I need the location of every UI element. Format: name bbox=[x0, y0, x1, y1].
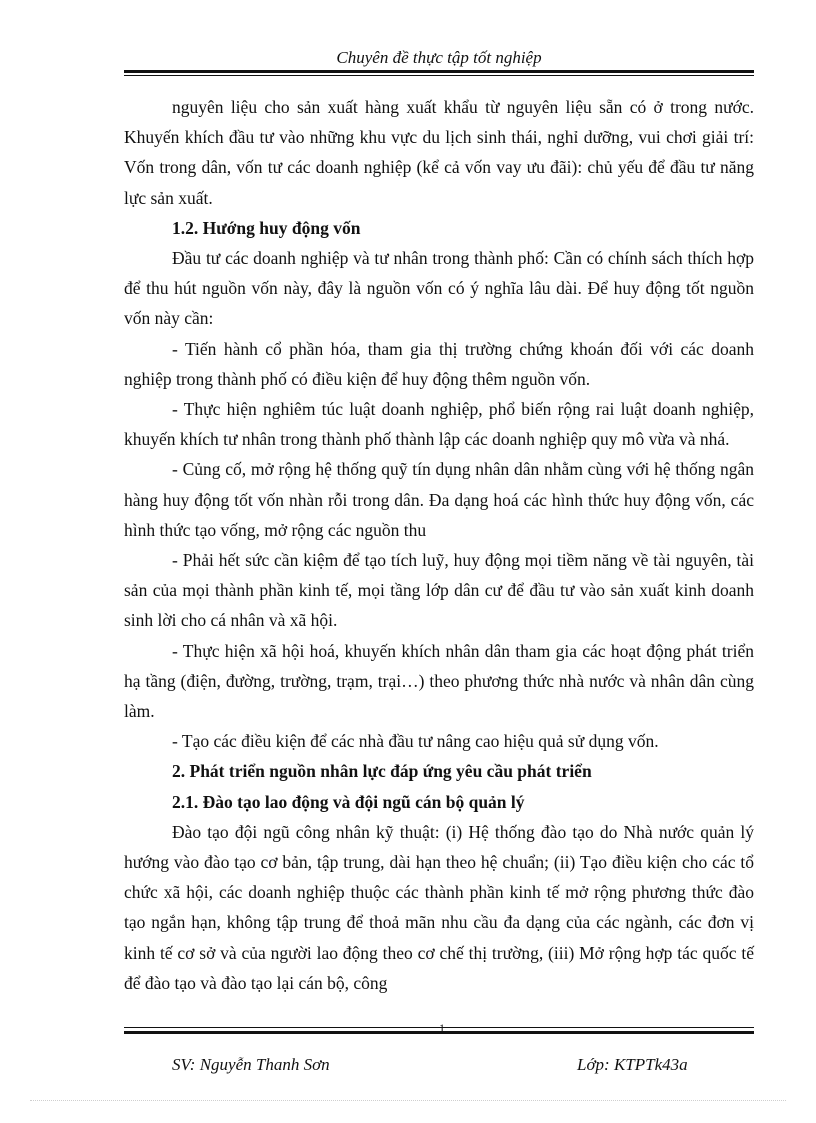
list-item: - Củng cố, mở rộng hệ thống quỹ tín dụng nhân dân nhằm cùng với hệ thống ngân hàng huy động tốt vốn nhàn rỗi trong dân. Đa dạng hoá các hình thức huy động vốn, các hình thức tạo vống, mở rộng các nguồn thu bbox=[124, 459, 754, 540]
footer-student-name: SV: Nguyễn Thanh Sơn bbox=[172, 1055, 330, 1074]
list-item: - Tạo các điều kiện để các nhà đầu tư nâng cao hiệu quả sử dụng vốn. bbox=[172, 731, 659, 752]
paragraph: Đầu tư các doanh nghiệp và tư nhân trong thành phố: Cần có chính sách thích hợp để thu hút nguồn vốn này, đây là nguồn vốn có ý nghĩa lâu dài. Để huy động tốt nguồn vốn này cần: bbox=[124, 248, 754, 329]
document-body bbox=[124, 92, 754, 998]
page-number: 1 bbox=[439, 1021, 445, 1035]
section-heading: 2. Phát triển nguồn nhân lực đáp ứng yêu cầu phát triển bbox=[172, 761, 592, 782]
section-heading: 1.2. Hướng huy động vốn bbox=[172, 217, 361, 238]
page-bottom-border bbox=[30, 1100, 786, 1101]
header-rule-thick bbox=[124, 70, 754, 73]
paragraph: Đào tạo đội ngũ công nhân kỹ thuật: (i) Hệ thống đào tạo do Nhà nước quản lý hướng vào đào tạo cơ bản, tập trung, dài hạn theo hệ chuẩn; (ii) Tạo điều kiện cho các tổ chức xã hội, các doanh nghiệp thuộc các thành phần kinh tế mở rộng phương thức đào tạo ngắn hạn, không tập trung để thoả mãn nhu cầu đa dạng của các ngành, các đơn vị kinh tế cơ sở và của người lao động theo cơ chế thị trường, (iii) Mở rộng hợp tác quốc tế để đào tạo và đào tạo lại cán bộ, công bbox=[124, 821, 754, 993]
subsection-heading: 2.1. Đào tạo lao động và đội ngũ cán bộ quản lý bbox=[172, 791, 525, 812]
page-header-title: Chuyên đề thực tập tốt nghiệp bbox=[336, 48, 542, 67]
footer-class: Lớp: KTPTk43a bbox=[577, 1055, 688, 1074]
list-item: - Thực hiện nghiêm túc luật doanh nghiệp, phổ biến rộng rai luật doanh nghiệp, khuyến khích tư nhân trong thành phố thành lập các doanh nghiệp quy mô vừa và nhá. bbox=[124, 399, 754, 450]
paragraph: nguyên liệu cho sản xuất hàng xuất khẩu từ nguyên liệu sẵn có ở trong nước. Khuyến khích đầu tư vào những khu vực du lịch sinh thái, nghỉ dưỡng, vui chơi giải trí: Vốn trong dân, vốn tư các doanh nghiệp (kể cả vốn vay ưu đãi): chủ yếu để đầu tư năng lực sản xuất. bbox=[124, 97, 754, 208]
list-item: - Phải hết sức cần kiệm để tạo tích luỹ, huy động mọi tiềm năng về tài nguyên, tài sản của mọi thành phần kinh tế, mọi tầng lớp dân cư để đầu tư vào sản xuất kinh doanh sinh lời cho cá nhân và xã hội. bbox=[124, 550, 754, 631]
header-rule-thin bbox=[124, 75, 754, 76]
list-item: - Thực hiện xã hội hoá, khuyến khích nhân dân tham gia các hoạt động phát triển hạ tầng (điện, đường, trường, trạm, trại…) theo phương thức nhà nước và nhân dân cùng làm. bbox=[124, 640, 754, 722]
list-item: - Tiến hành cổ phần hóa, tham gia thị trường chứng khoán đối với các doanh nghiệp trong thành phố có điều kiện để huy động thêm nguồn vốn. bbox=[124, 338, 754, 389]
